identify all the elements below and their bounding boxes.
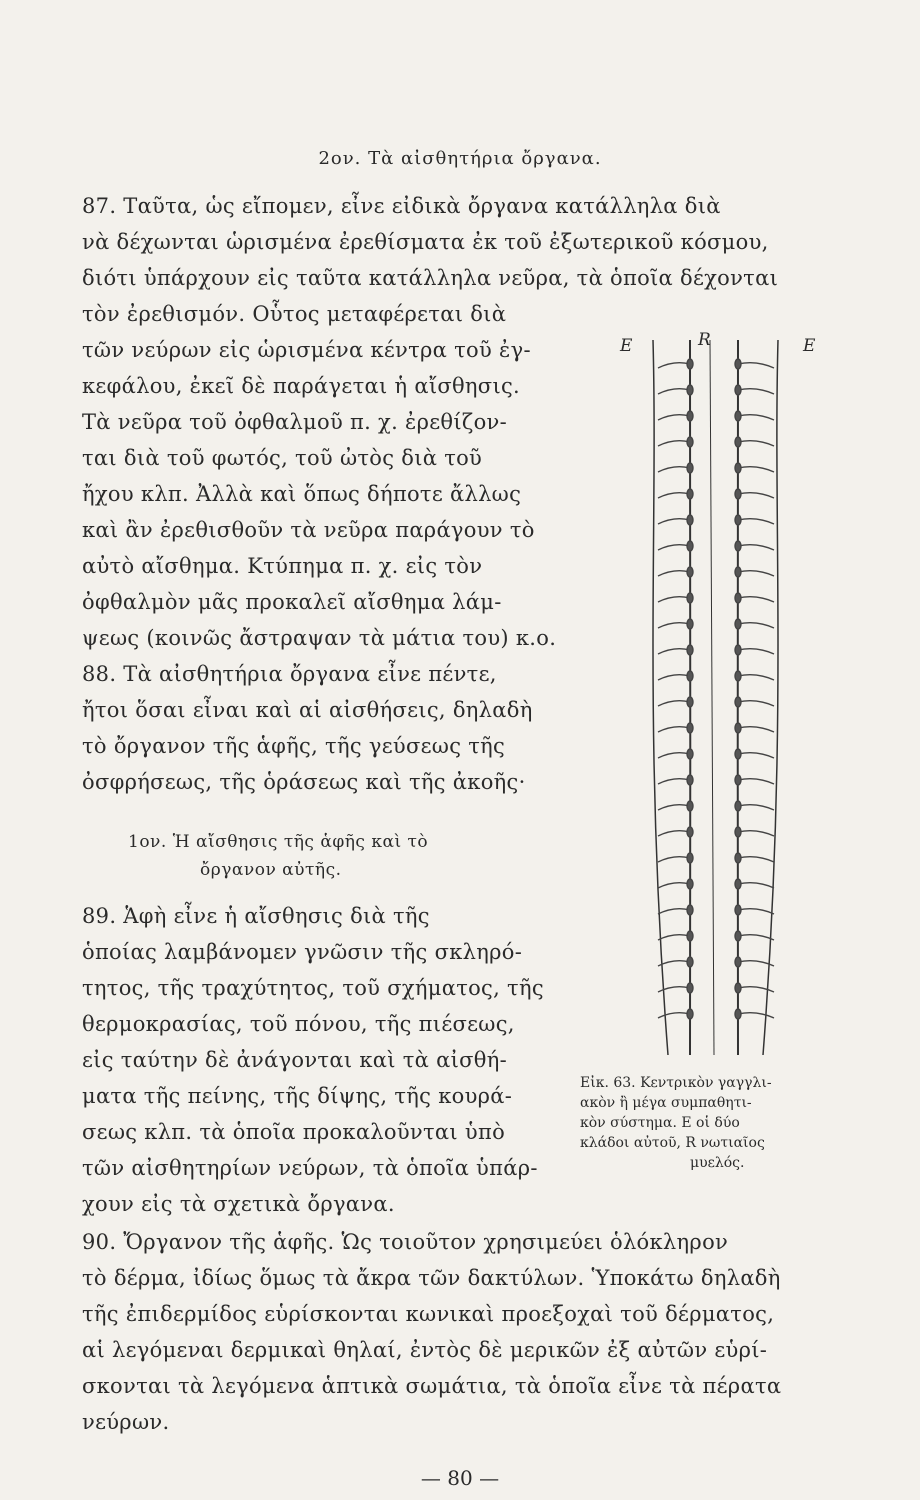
nerve-branch <box>658 467 690 472</box>
nerve-branch <box>658 441 690 446</box>
ganglion <box>687 463 693 473</box>
text-line: καὶ ἂν ἐρεθισθοῦν τὰ νεῦρα παράγουν τὸ <box>82 518 535 542</box>
text-line: 87. Ταῦτα, ὡς εἴπομεν, εἶνε εἰδικὰ ὄργανα κατάλληλα διὰ <box>82 194 721 218</box>
ganglion <box>735 593 741 603</box>
ganglion <box>735 801 741 811</box>
nerve-branch <box>658 389 690 394</box>
nerve-branch <box>658 675 690 680</box>
text-line: τητος, τῆς τραχύτητος, τοῦ σχήματος, τῆς <box>82 976 544 1000</box>
nerve-branch <box>658 727 690 732</box>
nerve-branch <box>658 779 690 784</box>
text-line: αὐτὸ αἴσθημα. Κτύπημα π. χ. εἰς τὸν <box>82 554 483 578</box>
ganglion <box>687 515 693 525</box>
text-line: διότι ὑπάρχουν εἰς ταῦτα κατάλληλα νεῦρα, τὰ ὁποῖα δέχονται <box>82 266 779 290</box>
nerve-branch <box>658 883 690 888</box>
ganglion <box>735 749 741 759</box>
ganglion <box>687 723 693 733</box>
figure-caption: Εἰκ. 63. Κεντρικὸν γαγγλι- <box>580 1075 772 1091</box>
nerve-branch <box>658 623 690 628</box>
ganglion <box>735 931 741 941</box>
nerve-branch <box>658 649 690 654</box>
ganglion <box>735 697 741 707</box>
text-line: τῶν αἰσθητηρίων νεύρων, τὰ ὁποῖα ὑπάρ- <box>82 1156 538 1180</box>
nerve-branch <box>738 415 774 420</box>
ganglion <box>735 385 741 395</box>
ganglion <box>735 645 741 655</box>
nerve-branch <box>738 649 774 654</box>
ganglion <box>687 775 693 785</box>
text-line: ὀφθαλμὸν μᾶς προκαλεῖ αἴσθημα λάμ- <box>82 590 502 614</box>
figure-label-middle: R <box>698 330 711 350</box>
ganglion <box>687 853 693 863</box>
ganglion <box>735 541 741 551</box>
text-line: ται διὰ τοῦ φωτός, τοῦ ὠτὸς διὰ τοῦ <box>82 446 483 470</box>
nerve-branch <box>658 857 690 862</box>
ganglion <box>687 411 693 421</box>
ganglion <box>687 385 693 395</box>
text-line: ἤτοι ὅσαι εἶναι καὶ αἱ αἰσθήσεις, δηλαδὴ <box>82 698 533 722</box>
ganglion <box>687 879 693 889</box>
ganglion <box>735 957 741 967</box>
ganglion <box>687 645 693 655</box>
text-line: νεύρων. <box>82 1410 170 1434</box>
figure-nervous-system <box>598 330 848 1065</box>
text-line: κεφάλου, ἐκεῖ δὲ παράγεται ἡ αἴσθησις. <box>82 374 521 398</box>
nerve-branch <box>658 597 690 602</box>
nerve-branch <box>658 571 690 576</box>
ganglion <box>687 619 693 629</box>
text-line: ψεως (κοινῶς ἄστραψαν τὰ μάτια του) κ.ο. <box>82 626 557 650</box>
ganglion <box>687 801 693 811</box>
nerve-branch <box>738 597 774 602</box>
text-line: τῆς ἐπιδερμίδος εὑρίσκονται κωνικαὶ προεξοχαὶ τοῦ δέρματος, <box>82 1302 775 1326</box>
ganglion <box>687 593 693 603</box>
text-line: νὰ δέχωνται ὡρισμένα ἐρεθίσματα ἐκ τοῦ ἐξωτερικοῦ κόσμου, <box>82 230 769 254</box>
nerve-branch <box>658 831 690 836</box>
text-line: εἰς ταύτην δὲ ἀνάγονται καὶ τὰ αἰσθή- <box>82 1048 507 1072</box>
text-line: χουν εἰς τὰ σχετικὰ ὄργανα. <box>82 1192 395 1216</box>
nerve-branch <box>658 493 690 498</box>
nerve-branch <box>658 935 690 940</box>
nerve-branch <box>658 363 690 368</box>
nerve-branch <box>658 753 690 758</box>
text-line: Τὰ νεῦρα τοῦ ὀφθαλμοῦ π. χ. ἐρεθίζον- <box>82 410 507 434</box>
text-line: ὀσφρήσεως, τῆς ὁράσεως καὶ τῆς ἀκοῆς· <box>82 770 526 794</box>
nerve-branch <box>658 545 690 550</box>
ganglion <box>735 567 741 577</box>
nerve-branch <box>738 987 774 992</box>
nerve-branch <box>738 1013 774 1018</box>
ganglion <box>735 983 741 993</box>
ganglion <box>687 697 693 707</box>
ganglion <box>735 411 741 421</box>
ganglion <box>735 463 741 473</box>
nerve-branch <box>738 857 774 862</box>
ganglion <box>687 983 693 993</box>
ganglion <box>735 489 741 499</box>
text-line: αἱ λεγόμεναι δερμικαὶ θηλαί, ἐντὸς δὲ μερικῶν ἐξ αὐτῶν εὑρί- <box>82 1338 768 1362</box>
nerve-branch <box>738 467 774 472</box>
nerve-branch <box>738 519 774 524</box>
nerve-branch <box>658 805 690 810</box>
ganglion <box>735 879 741 889</box>
ganglion <box>735 515 741 525</box>
subheading: 1ον. Ἡ αἴσθησις τῆς ἁφῆς καὶ τὸ <box>128 832 429 852</box>
nerve-branch <box>738 675 774 680</box>
figure-label-left: E <box>620 336 633 356</box>
nerve-branch <box>738 363 774 368</box>
text-line: 88. Τὰ αἰσθητήρια ὄργανα εἶνε πέντε, <box>82 662 497 686</box>
text-line: τὸ δέρμα, ἰδίως ὅμως τὰ ἄκρα τῶν δακτύλων. Ὑποκάτω δηλαδὴ <box>82 1266 781 1290</box>
subheading: ὄργανον αὐτῆς. <box>200 860 342 880</box>
ganglion <box>687 437 693 447</box>
text-line: 90. Ὄργανον τῆς ἁφῆς. Ὡς τοιοῦτον χρησιμεύει ὁλόκληρον <box>82 1230 729 1254</box>
figure-caption: ακὸν ἢ μέγα συμπαθητι- <box>580 1095 752 1111</box>
section-heading: 2ον. Τὰ αἰσθητήρια ὄργανα. <box>318 148 602 169</box>
figure-caption: κὸν σύστημα. E οἱ δύο <box>580 1115 740 1131</box>
text-line: σεως κλπ. τὰ ὁποῖα προκαλοῦνται ὑπὸ <box>82 1120 506 1144</box>
ganglion <box>687 749 693 759</box>
figure-label-right: E <box>803 336 816 356</box>
text-line: ἤχου κλπ. Ἀλλὰ καὶ ὅπως δήποτε ἄλλως <box>82 482 522 506</box>
ganglion <box>687 671 693 681</box>
nerve-branch <box>738 571 774 576</box>
text-line: ὁποίας λαμβάνομεν γνῶσιν τῆς σκληρό- <box>82 940 523 964</box>
ganglion <box>735 853 741 863</box>
nerve-branch <box>658 909 690 914</box>
ganglion <box>687 567 693 577</box>
ganglion <box>735 905 741 915</box>
nerve-branch <box>738 935 774 940</box>
ganglion <box>687 957 693 967</box>
text-line: ματα τῆς πείνης, τῆς δίψης, τῆς κουρά- <box>82 1084 513 1108</box>
nerve-branch <box>738 727 774 732</box>
ganglion <box>687 541 693 551</box>
nerve-branch <box>738 779 774 784</box>
ganglion <box>687 905 693 915</box>
nerve-branch <box>738 753 774 758</box>
figure-caption: μυελός. <box>690 1155 745 1171</box>
nerve-branch <box>658 961 690 966</box>
ganglion <box>735 723 741 733</box>
text-line: 89. Ἁφὴ εἶνε ἡ αἴσθησις διὰ τῆς <box>82 904 430 928</box>
nerve-branch <box>738 441 774 446</box>
text-line: τὸ ὄργανον τῆς ἁφῆς, τῆς γεύσεως τῆς <box>82 734 506 758</box>
text-line: σκονται τὰ λεγόμενα ἁπτικὰ σωμάτια, τὰ ὁποῖα εἶνε τὰ πέρατα <box>82 1374 782 1398</box>
ganglion <box>687 489 693 499</box>
nerve-branch <box>738 883 774 888</box>
text-line: θερμοκρασίας, τοῦ πόνου, τῆς πιέσεως, <box>82 1012 515 1036</box>
figure-caption: κλάδοι αὐτοῦ, R νωτιαῖος <box>580 1135 765 1151</box>
nerve-branch <box>738 493 774 498</box>
ganglion <box>735 671 741 681</box>
text-line: τὸν ἐρεθισμόν. Οὗτος μεταφέρεται διὰ <box>82 302 507 326</box>
nerve-branch <box>738 701 774 706</box>
spinal-cord-illustration <box>598 330 848 1065</box>
ganglion <box>687 827 693 837</box>
nerve-branch <box>658 701 690 706</box>
ganglion <box>735 1009 741 1019</box>
ganglion <box>687 1009 693 1019</box>
page-number: — 80 — <box>420 1466 500 1490</box>
ganglion <box>687 931 693 941</box>
nerve-branch <box>738 545 774 550</box>
text-line: τῶν νεύρων εἰς ὡρισμένα κέντρα τοῦ ἐγ- <box>82 338 531 362</box>
ganglion <box>735 359 741 369</box>
ganglion <box>687 359 693 369</box>
nerve-branch <box>658 1013 690 1018</box>
nerve-branch <box>658 519 690 524</box>
nerve-branch <box>738 805 774 810</box>
nerve-branch <box>738 623 774 628</box>
nerve-branch <box>738 389 774 394</box>
ganglion <box>735 619 741 629</box>
ganglion <box>735 437 741 447</box>
nerve-branch <box>738 909 774 914</box>
nerve-branch <box>658 415 690 420</box>
ganglion <box>735 827 741 837</box>
nerve-branch <box>738 831 774 836</box>
ganglion <box>735 775 741 785</box>
